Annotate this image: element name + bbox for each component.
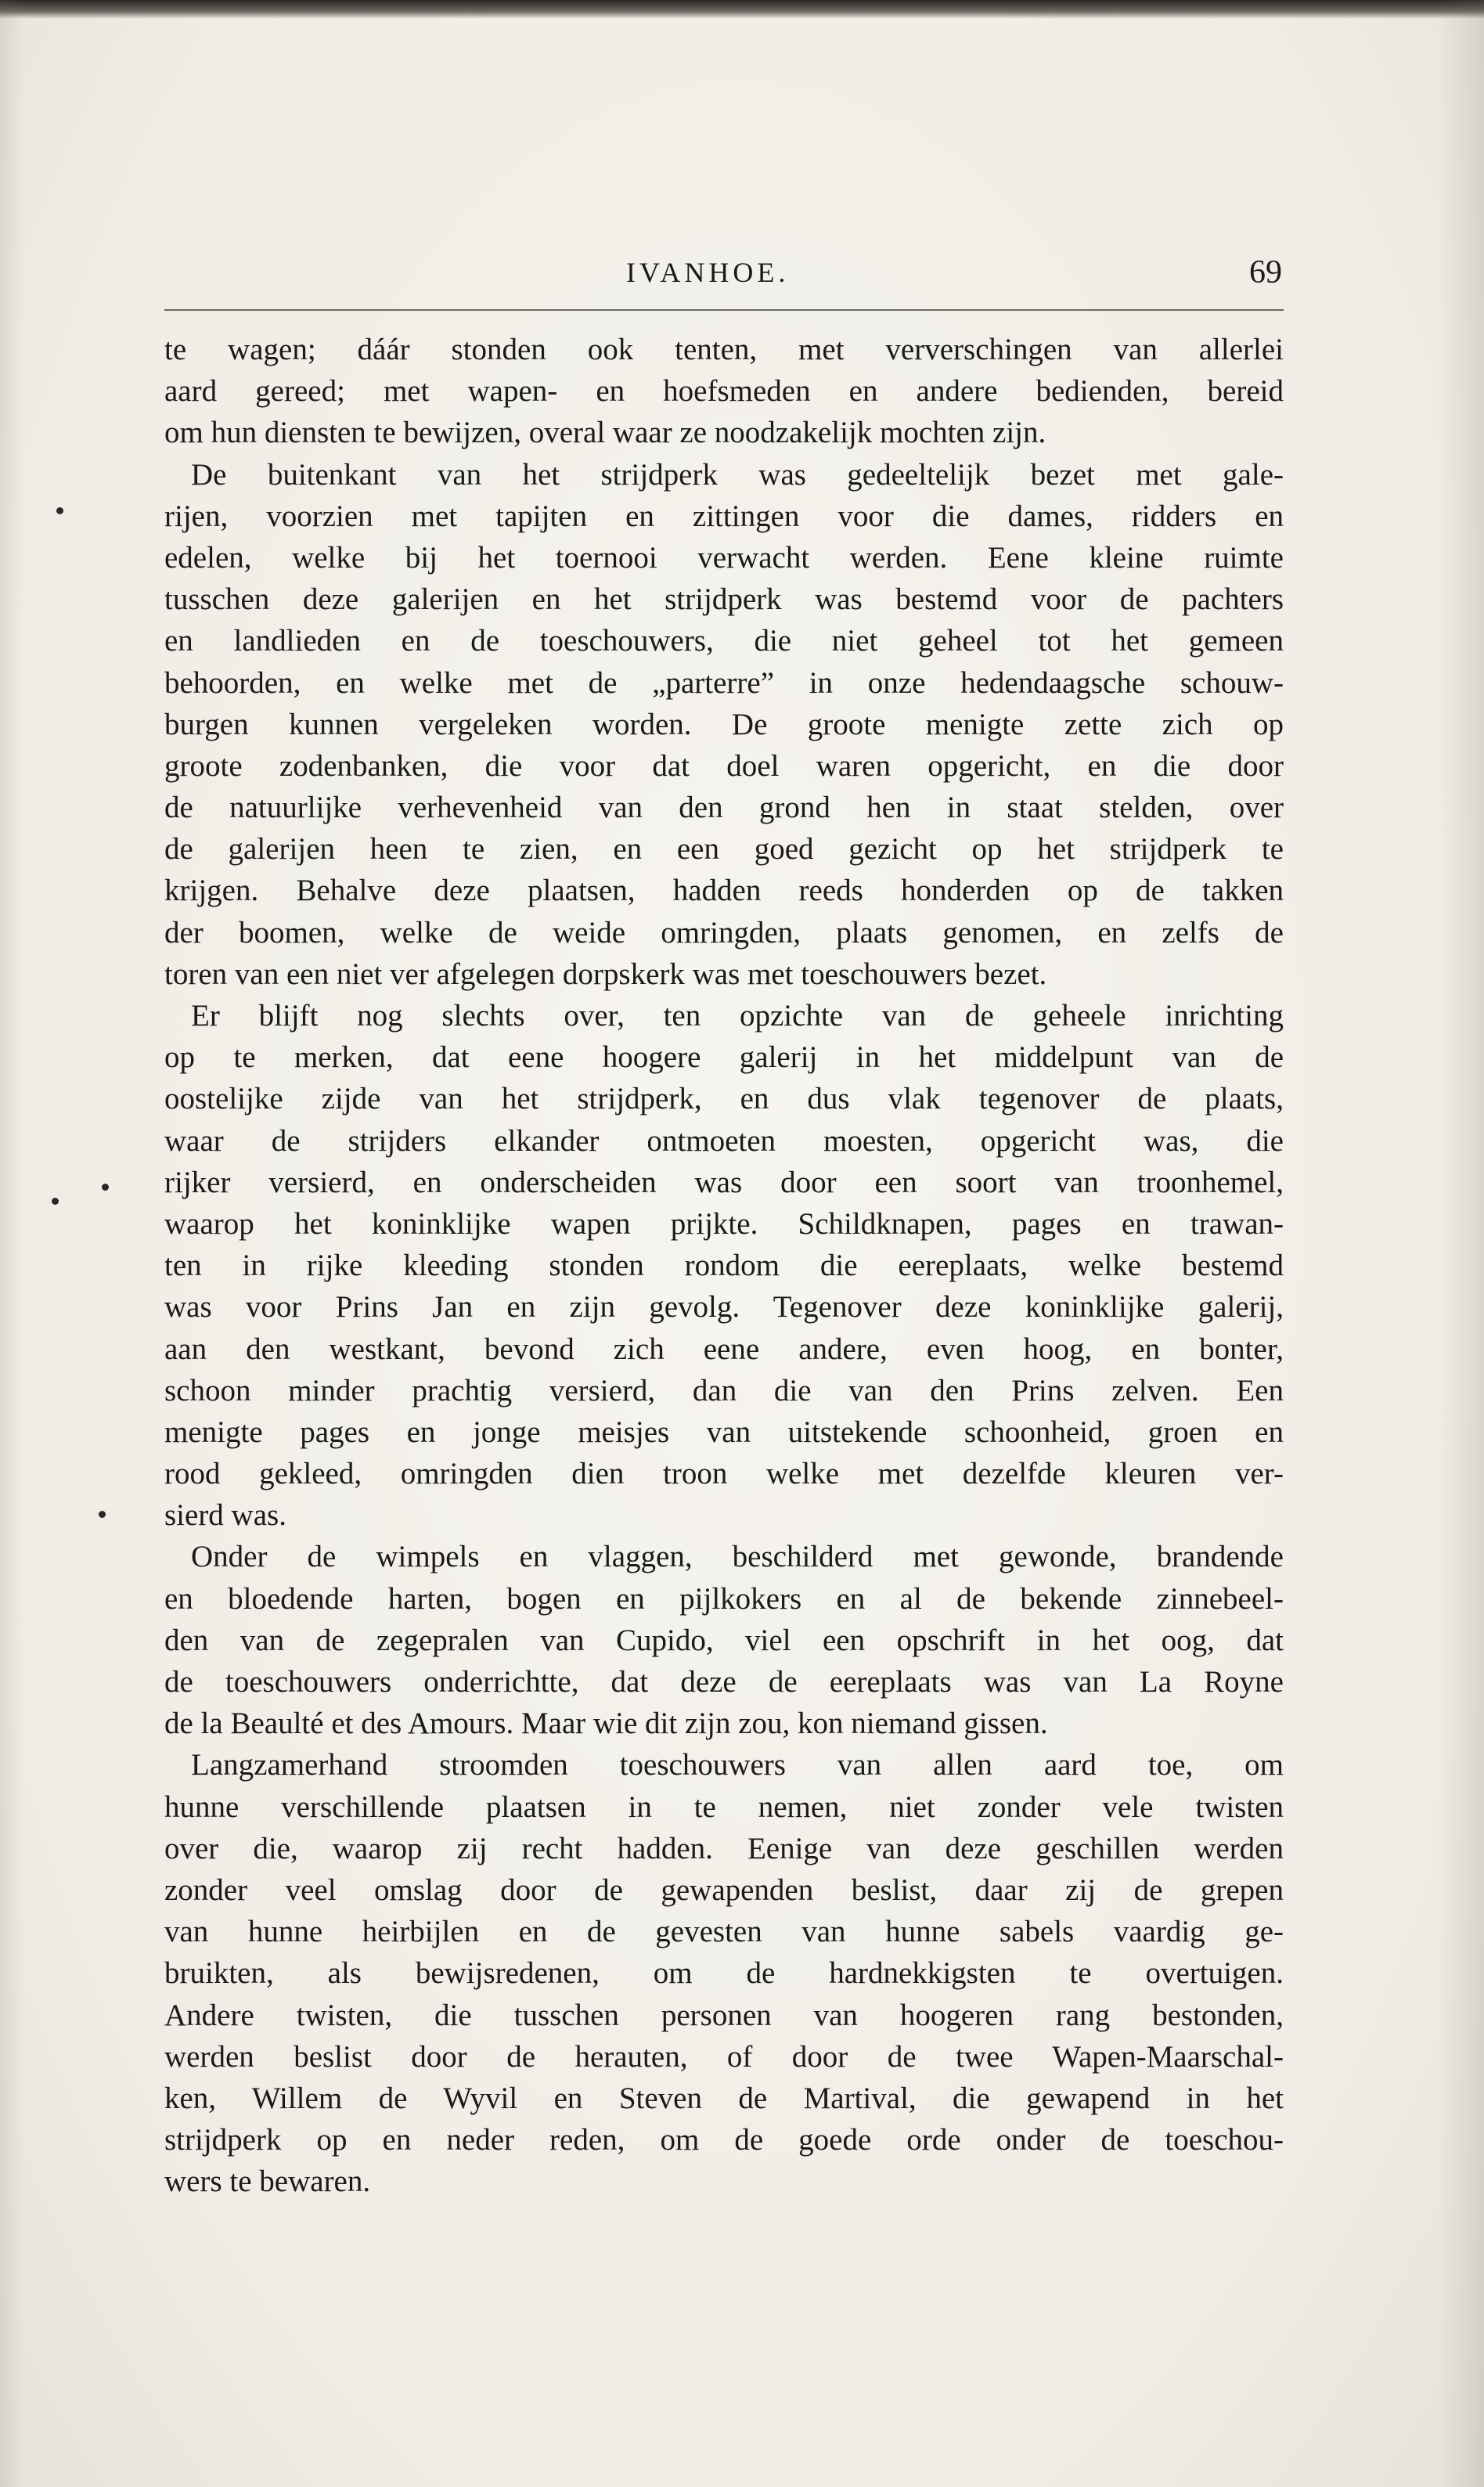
- text-line: werden beslist door de herauten, of door de twee Wapen-Maarschal-: [164, 2039, 1284, 2074]
- text-line: over die, waarop zij recht hadden. Eenige van deze geschillen werden: [164, 1831, 1284, 1865]
- scan-left-edge: [0, 0, 23, 2487]
- text-line: groote zodenbanken, die voor dat doel waren opgericht, en die door: [164, 748, 1284, 783]
- text-line: rijen, voorzien met tapijten en zittingen voor die dames, ridders en: [164, 499, 1284, 533]
- text-line: de la Beaulté et des Amours. Maar wie dit zijn zou, kon niemand gissen.: [164, 1707, 1048, 1741]
- text-line: sierd was.: [164, 1498, 286, 1533]
- text-line: hunne verschillende plaatsen in te nemen, niet zonder vele twisten: [164, 1790, 1284, 1824]
- text-line: rood gekleed, omringden dien troon welke met dezelfde kleuren ver-: [164, 1457, 1284, 1491]
- text-line: oostelijke zijde van het strijdperk, en dus vlak tegenover de plaats,: [164, 1082, 1284, 1116]
- speck-mark: [52, 1198, 59, 1205]
- text-line: de toeschouwers onderrichtte, dat deze de eereplaats was van La Royne: [164, 1665, 1284, 1699]
- text-line: krijgen. Behalve deze plaatsen, hadden reeds honderden op de takken: [164, 874, 1284, 908]
- text-line: wers te bewaren.: [164, 2164, 371, 2199]
- text-line: Er blijft nog slechts over, ten opzichte van de geheele inrichting: [191, 999, 1284, 1033]
- running-title: IVANHOE.: [626, 257, 790, 288]
- text-line: edelen, welke bij het toernooi verwacht werden. Eene kleine ruimte: [164, 540, 1284, 575]
- text-line: de natuurlijke verhevenheid van den grond hen in staat stelden, over: [164, 791, 1284, 825]
- text-line: Onder de wimpels en vlaggen, beschilderd met gewonde, brandende: [191, 1540, 1284, 1574]
- text-line: zonder veel omslag door de gewapenden beslist, daar zij de grepen: [164, 1872, 1284, 1907]
- text-line: op te merken, dat eene hoogere galerij in het middelpunt van de: [164, 1040, 1284, 1075]
- text-line: schoon minder prachtig versierd, dan die van den Prins zelven. Een: [164, 1373, 1284, 1407]
- text-line: en bloedende harten, bogen en pijlkokers en al de bekende zinnebeel-: [164, 1581, 1284, 1616]
- text-line: van hunne heirbijlen en de gevesten van hunne sabels vaardig ge-: [164, 1915, 1284, 1949]
- text-line: toren van een niet ver afgelegen dorpskerk was met toeschouwers bezet.: [164, 957, 1047, 991]
- text-line: was voor Prins Jan en zijn gevolg. Tegenover deze koninklijke galerij,: [164, 1290, 1284, 1325]
- text-line: bruikten, als bewijsredenen, om de hardnekkigsten te overtuigen.: [164, 1956, 1284, 1991]
- header-rule: [164, 309, 1284, 311]
- speck-mark: [56, 507, 63, 514]
- text-line: strijdperk op en neder reden, om de goede orde onder de toeschou-: [164, 2123, 1284, 2157]
- text-line: ken, Willem de Wyvil en Steven de Martival, die gewapend in het: [164, 2081, 1284, 2115]
- scan-top-edge: [0, 0, 1484, 19]
- text-line: den van de zegepralen van Cupido, viel een opschrift in het oog, dat: [164, 1623, 1284, 1657]
- text-line: menigte pages en jonge meisjes van uitstekende schoonheid, groen en: [164, 1415, 1284, 1449]
- scan-right-edge: [1437, 0, 1484, 2487]
- speck-mark: [99, 1511, 106, 1518]
- text-line: der boomen, welke de weide omringden, plaats genomen, en zelfs de: [164, 915, 1284, 950]
- text-line: waar de strijders elkander ontmoeten moesten, opgericht was, die: [164, 1123, 1284, 1158]
- text-line: waarop het koninklijke wapen prijkte. Schildknapen, pages en trawan-: [164, 1206, 1284, 1241]
- text-line: aard gereed; met wapen- en hoefsmeden en andere bedienden, bereid: [164, 374, 1284, 409]
- text-line: rijker versierd, en onderscheiden was door een soort van troonhemel,: [164, 1165, 1284, 1199]
- page-number: 69: [1249, 254, 1282, 290]
- text-line: Langzamerhand stroomden toeschouwers van allen aard toe, om: [191, 1748, 1284, 1782]
- text-line: ten in rijke kleeding stonden rondom die eereplaats, welke bestemd: [164, 1249, 1284, 1283]
- text-line: te wagen; dáár stonden ook tenten, met ververschingen van allerlei: [164, 333, 1284, 366]
- speck-mark: [102, 1184, 109, 1191]
- text-line: tusschen deze galerijen en het strijdperk was bestemd voor de pachters: [164, 582, 1284, 617]
- text-line: Andere twisten, die tusschen personen van hoogeren rang bestonden,: [164, 1998, 1284, 2032]
- text-line: en landlieden en de toeschouwers, die niet geheel tot het gemeen: [164, 624, 1284, 658]
- text-line: aan den westkant, bevond zich eene andere, even hoog, en bonter,: [164, 1332, 1284, 1366]
- text-line: behoorden, en welke met de „parterre” in onze hedendaagsche schouw-: [164, 665, 1284, 700]
- text-line: burgen kunnen vergeleken worden. De groote menigte zette zich op: [164, 707, 1284, 741]
- text-line: om hun diensten te bewijzen, overal waar ze noodzakelijk mochten zijn.: [164, 416, 1046, 450]
- running-head: [0, 249, 1484, 296]
- text-line: de galerijen heen te zien, en een goed gezicht op het strijdperk te: [164, 832, 1284, 867]
- text-line: De buitenkant van het strijdperk was gedeeltelijk bezet met gale-: [191, 457, 1284, 492]
- body-text: [164, 329, 1284, 2202]
